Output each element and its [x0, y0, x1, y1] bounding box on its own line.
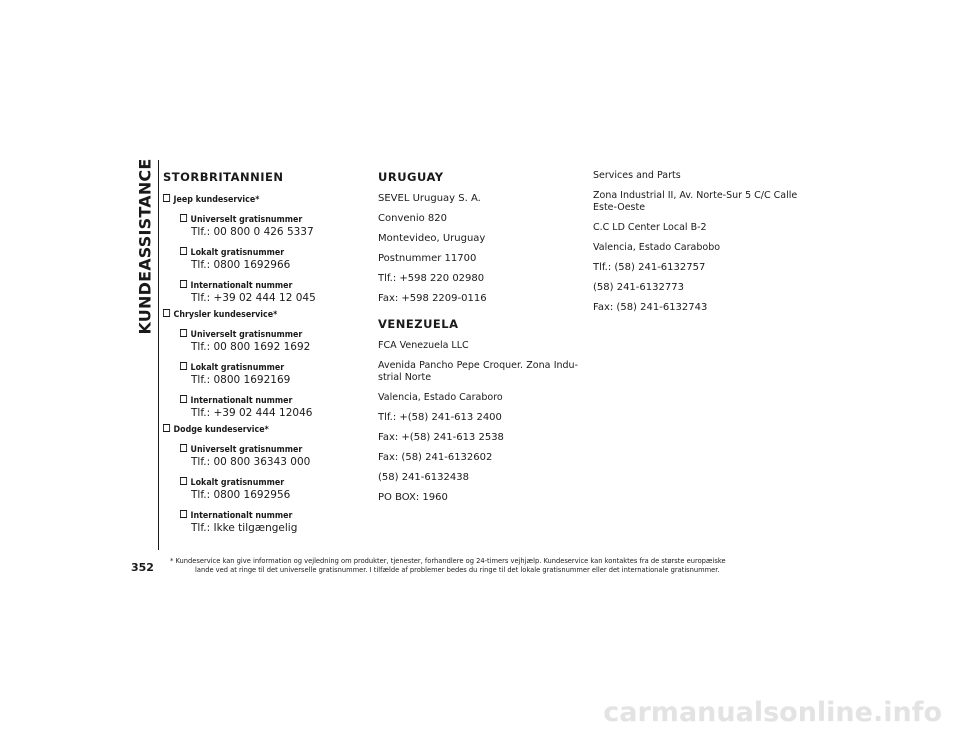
contact-label: Universelt gratisnummer — [190, 215, 303, 225]
brand-dodge — [163, 424, 363, 535]
side-divider — [158, 160, 159, 550]
address-line: C.C LD Center Local B-2 — [593, 222, 707, 233]
contact-value: Tlf.: Ikke tilgængelig — [191, 522, 298, 534]
contact-value: Tlf.: +39 02 444 12 045 — [191, 292, 316, 304]
side-section-title-text: KUNDEASSISTANCE — [135, 157, 155, 335]
contact-item — [180, 444, 363, 469]
address-line: Postnummer 11700 — [378, 253, 477, 264]
contact-value: Tlf.: 00 800 36343 000 — [191, 456, 311, 468]
fax-line: Fax: +(58) 241-613 2538 — [378, 432, 504, 443]
checkbox-icon — [180, 510, 187, 518]
fax-line: Fax: +598 2209-0116 — [378, 293, 487, 304]
footnote-line-2: lande ved at ringe til det universelle gratisnummer. I tilfælde af problemer bedes du ringe til det lokale gratisnummer eller det internationale gratisnummer. — [195, 565, 720, 574]
checkbox-icon — [163, 424, 170, 432]
contact-item — [180, 329, 363, 354]
brand-label: Jeep kundeservice* — [173, 195, 260, 205]
address-line: FCA Venezuela LLC — [378, 340, 469, 351]
phone-line: Tlf.: +(58) 241-613 2400 — [378, 412, 502, 423]
side-section-title — [133, 157, 157, 335]
checkbox-icon — [180, 247, 187, 255]
footnote-line-1: * Kundeservice kan give information og vejledning om produkter, tjenester, forhandlere og 24-timers vejhjælp. Kundeservice kan kontaktes fra de største europæiske — [170, 557, 726, 565]
footnote — [170, 557, 810, 574]
contact-label: Internationalt nummer — [190, 511, 293, 521]
contact-label: Internationalt nummer — [190, 396, 293, 406]
phone-line: (58) 241-6132773 — [593, 282, 684, 293]
contact-label: Universelt gratisnummer — [190, 330, 303, 340]
phone-line: (58) 241-6132438 — [378, 472, 469, 483]
contact-label: Lokalt gratisnummer — [190, 248, 285, 258]
phone-line: Tlf.: +598 220 02980 — [378, 273, 485, 284]
address-line: Zona Industrial II, Av. Norte-Sur 5 C/C Calle Este-Oeste — [593, 190, 798, 213]
contact-item — [180, 247, 363, 272]
contact-item — [180, 395, 363, 420]
contact-label: Lokalt gratisnummer — [190, 363, 285, 373]
address-line: Avenida Pancho Pepe Croquer. Zona Indu-strial Norte — [378, 360, 578, 383]
contact-value: Tlf.: 00 800 0 426 5337 — [191, 226, 314, 238]
contact-value: Tlf.: 00 800 1692 1692 — [191, 341, 311, 353]
address-line: Valencia, Estado Caraboro — [378, 392, 503, 403]
address-line: SEVEL Uruguay S. A. — [378, 193, 481, 204]
checkbox-icon — [180, 444, 187, 452]
contact-item — [180, 362, 363, 387]
checkbox-icon — [180, 280, 187, 288]
column-storbritannien — [163, 170, 363, 539]
page-number: 352 — [131, 561, 154, 574]
fax-line: Fax: (58) 241-6132743 — [593, 302, 708, 313]
checkbox-icon — [180, 477, 187, 485]
watermark: carmanualsonline.info — [603, 697, 942, 728]
column-venezuela-continued — [593, 170, 798, 322]
checkbox-icon — [180, 362, 187, 370]
fax-line: Fax: (58) 241-6132602 — [378, 452, 493, 463]
contact-item — [180, 477, 363, 502]
contact-value: Tlf.: 0800 1692966 — [191, 259, 291, 271]
contact-item — [180, 510, 363, 535]
contact-item — [180, 214, 363, 239]
checkbox-icon — [163, 309, 170, 317]
phone-line: Tlf.: (58) 241-6132757 — [593, 262, 706, 273]
brand-jeep — [163, 194, 363, 305]
brand-chrysler — [163, 309, 363, 420]
contact-value: Tlf.: +39 02 444 12046 — [191, 407, 313, 419]
address-line: Services and Parts — [593, 170, 681, 181]
brand-label: Dodge kundeservice* — [173, 425, 269, 435]
heading-venezuela: VENEZUELA — [378, 317, 459, 331]
column-uruguay-venezuela — [378, 170, 578, 512]
address-line: Convenio 820 — [378, 213, 448, 224]
contact-label: Lokalt gratisnummer — [190, 478, 285, 488]
brand-label: Chrysler kundeservice* — [173, 310, 278, 320]
checkbox-icon — [163, 194, 170, 202]
checkbox-icon — [180, 395, 187, 403]
address-line: Valencia, Estado Carabobo — [593, 242, 721, 253]
checkbox-icon — [180, 329, 187, 337]
po-box-line: PO BOX: 1960 — [378, 492, 448, 503]
heading-uruguay: URUGUAY — [378, 170, 444, 184]
contact-item — [180, 280, 363, 305]
contact-value: Tlf.: 0800 1692956 — [191, 489, 291, 501]
contact-value: Tlf.: 0800 1692169 — [191, 374, 291, 386]
address-line: Montevideo, Uruguay — [378, 233, 486, 244]
contact-label: Internationalt nummer — [190, 281, 293, 291]
heading-storbritannien: STORBRITANNIEN — [163, 170, 284, 184]
checkbox-icon — [180, 214, 187, 222]
contact-label: Universelt gratisnummer — [190, 445, 303, 455]
